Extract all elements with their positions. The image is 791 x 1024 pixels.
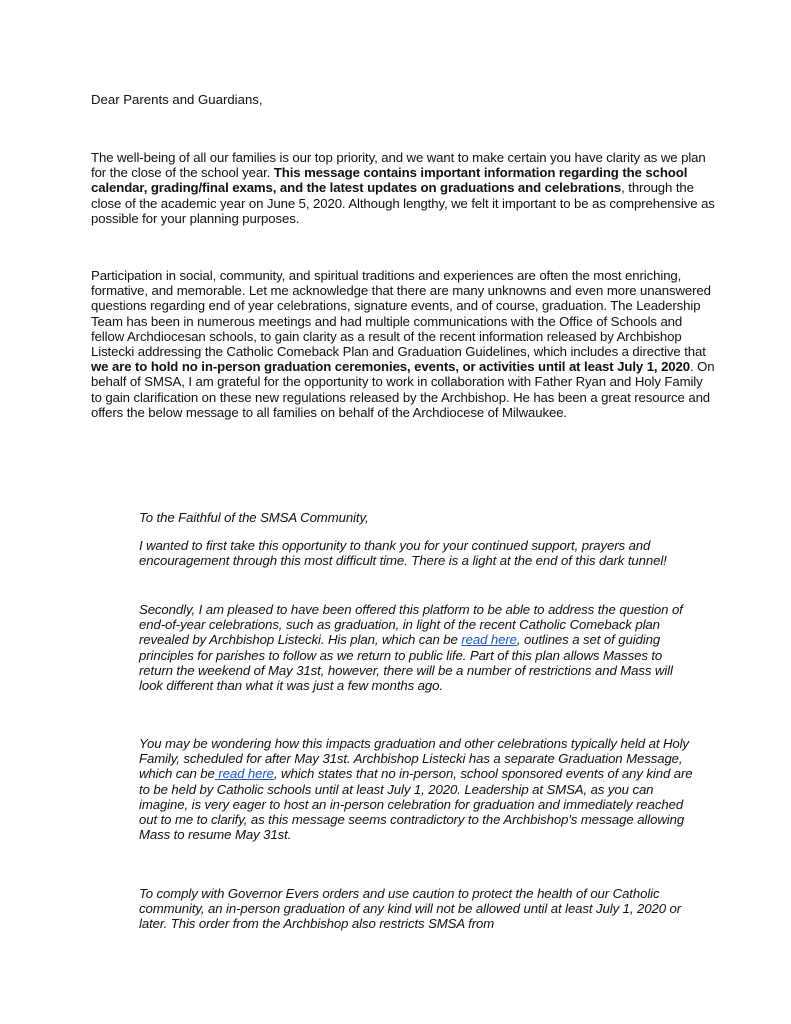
quote-salutation: To the Faithful of the SMSA Community, [139, 510, 369, 525]
paragraph-text: Participation in social, community, and spiritual traditions and experiences are often the most enriching, formative, and memorable. Let me acknowledge that there are many unknowns and even more unanswered questions regarding end of year celebrations, signature events, and of course, graduation. The Leadership Team has been in numerous meetings and had multiple communications with the Office of Schools and fellow Archdiocesan schools, to gain clarity as a result of the recent information released by Archbishop Listecki addressing the Catholic Comeback Plan and Graduation Guidelines, which includes a directive that [91, 268, 711, 360]
bold-highlight: This message contains important information regarding the school calendar, grading/final exams, and the latest updates on graduations and celebrations [91, 165, 688, 196]
quote-paragraph-governor-orders: To comply with Governor Evers orders and use caution to protect the health of our Catholic community, an in-person graduation of any kind will not be allowed until at least July 1, 2020 or later. This order from the Archbishop also restricts SMSA from [139, 886, 682, 932]
quote-paragraph-comeback-plan [139, 602, 699, 693]
bold-highlight: we are to hold no in-person graduation ceremonies, events, or activities until at least July 1, 2020 [91, 359, 691, 375]
graduation-message-link[interactable]: read here [214, 766, 274, 782]
quote-text: Secondly, I am pleased to have been offered this platform to be able to address the question of end-of-year celebrations, such as graduation, in light of the recent Catholic Comeback plan revealed by Archbishop Listecki. His plan, which can be [139, 602, 683, 648]
letter-greeting: Dear Parents and Guardians, [91, 92, 263, 107]
paragraph-participation [91, 268, 715, 420]
quote-paragraph-graduation [139, 736, 699, 842]
paragraph-text: , through the close of the academic year on June 5, 2020. Although lengthy, we felt it important to be as comprehensive as possible for your planning purposes. [91, 180, 715, 226]
catholic-comeback-plan-link[interactable]: read here [461, 632, 517, 648]
quote-text: , outlines a set of guiding principles for parishes to follow as we return to public life. Part of this plan allows Masses to return the weekend of May 31st, however, there will be a number of restrictions and Mass will look different than what it was just a few months ago. [139, 632, 673, 694]
quote-text: You may be wondering how this impacts graduation and other celebrations typically held at Holy Family, scheduled for after May 31st. Archbishop Listecki has a separate Graduation Message, which can be [139, 736, 689, 782]
paragraph-text: . On behalf of SMSA, I am grateful for the opportunity to work in collaboration with Father Ryan and Holy Family to gain clarification on these new regulations released by the Archbishop. He has been a great resource and offers the below message to all families on behalf of the Archdiocese of Milwaukee. [91, 359, 715, 420]
paragraph-priority [91, 150, 715, 226]
quote-text: , which states that no in-person, school sponsored events of any kind are to be held by Catholic schools until at least July 1, 2020. Leadership at SMSA, as you can imagine, is very eager to host an in-person celebration for graduation and immediately reached out to me to clarify, as this message seems contradictory to the Archbishop's message allowing Mass to resume May 31st. [139, 766, 693, 843]
paragraph-text: The well-being of all our families is our top priority, and we want to make certain you have clarity as we plan for the close of the school year. [91, 150, 706, 181]
quote-paragraph-thanks: I wanted to first take this opportunity to thank you for your continued support, prayers and encouragement through this most difficult time. There is a light at the end of this dark tunnel! [139, 538, 667, 569]
